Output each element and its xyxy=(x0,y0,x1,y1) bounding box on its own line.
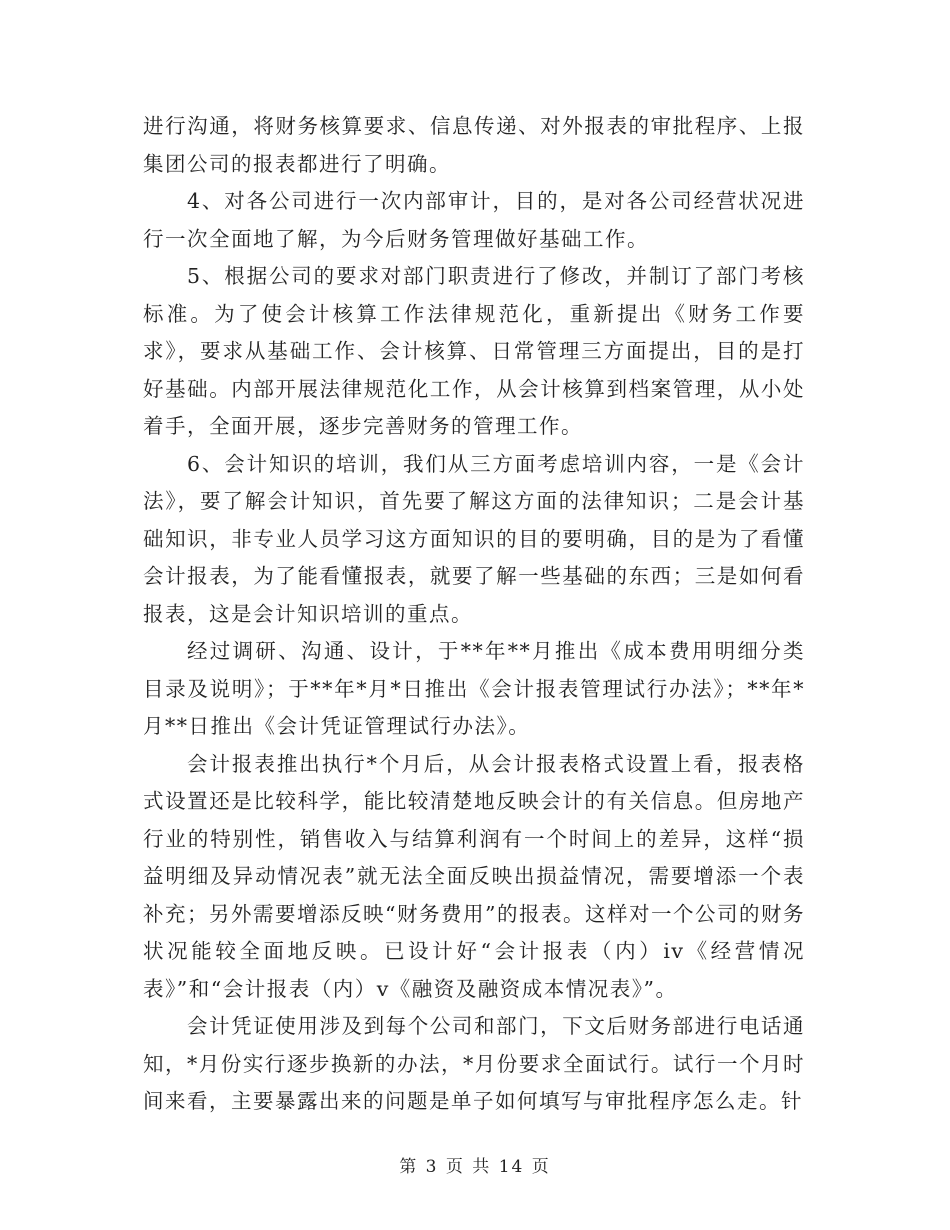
paragraph-3: 5、根据公司的要求对部门职责进行了修改，并制订了部门考核标准。为了使会计核算工作法律规范化，重新提出《财务工作要求》，要求从基础工作、会计核算、日常管理三方面提出，目的是打好基础。内部开展法律规范化工作，从会计核算到档案管理，从小处着手，全面开展，逐步完善财务的管理工作。 xyxy=(143,264,805,438)
page-footer: 第 3 页 共 14 页 xyxy=(399,1157,551,1177)
paragraph-5: 经过调研、沟通、设计，于**年**月推出《成本费用明细分类目录及说明》；于**年*月*日推出《会计报表管理试行办法》；**年*月**日推出《会计凭证管理试行办法》。 xyxy=(143,639,805,738)
paragraph-2: 4、对各公司进行一次内部审计，目的，是对各公司经营状况进行一次全面地了解，为今后财务管理做好基础工作。 xyxy=(143,189,805,251)
paragraph-1: 进行沟通，将财务核算要求、信息传递、对外报表的审批程序、上报集团公司的报表都进行了明确。 xyxy=(143,114,805,176)
paragraph-4: 6、会计知识的培训，我们从三方面考虑培训内容，一是《会计法》，要了解会计知识，首先要了解这方面的法律知识；二是会计基础知识，非专业人员学习这方面知识的目的要明确，目的是为了看懂会计报表，为了能看懂报表，就要了解一些基础的东西；三是如何看报表，这是会计知识培训的重点。 xyxy=(143,451,805,626)
paragraph-7: 会计凭证使用涉及到每个公司和部门，下文后财务部进行电话通知，*月份实行逐步换新的办法，*月份要求全面试行。试行一个月时间来看，主要暴露出来的问题是单子如何填写与审批程序怎么走。针 xyxy=(143,1014,805,1113)
document-body xyxy=(143,108,805,1121)
paragraph-6: 会计报表推出执行*个月后，从会计报表格式设置上看，报表格式设置还是比较科学，能比较清楚地反映会计的有关信息。但房地产行业的特别性，销售收入与结算利润有一个时间上的差异，这样“损益明细及异动情况表”就无法全面反映出损益情况，需要增添一个表补充；另外需要增添反映“财务费用”的报表。这样对一个公司的财务状况能较全面地反映。已设计好“会计报表（内）iv《经营情况表》”和“会计报表（内）v《融资及融资成本情况表》”。 xyxy=(143,751,805,1001)
